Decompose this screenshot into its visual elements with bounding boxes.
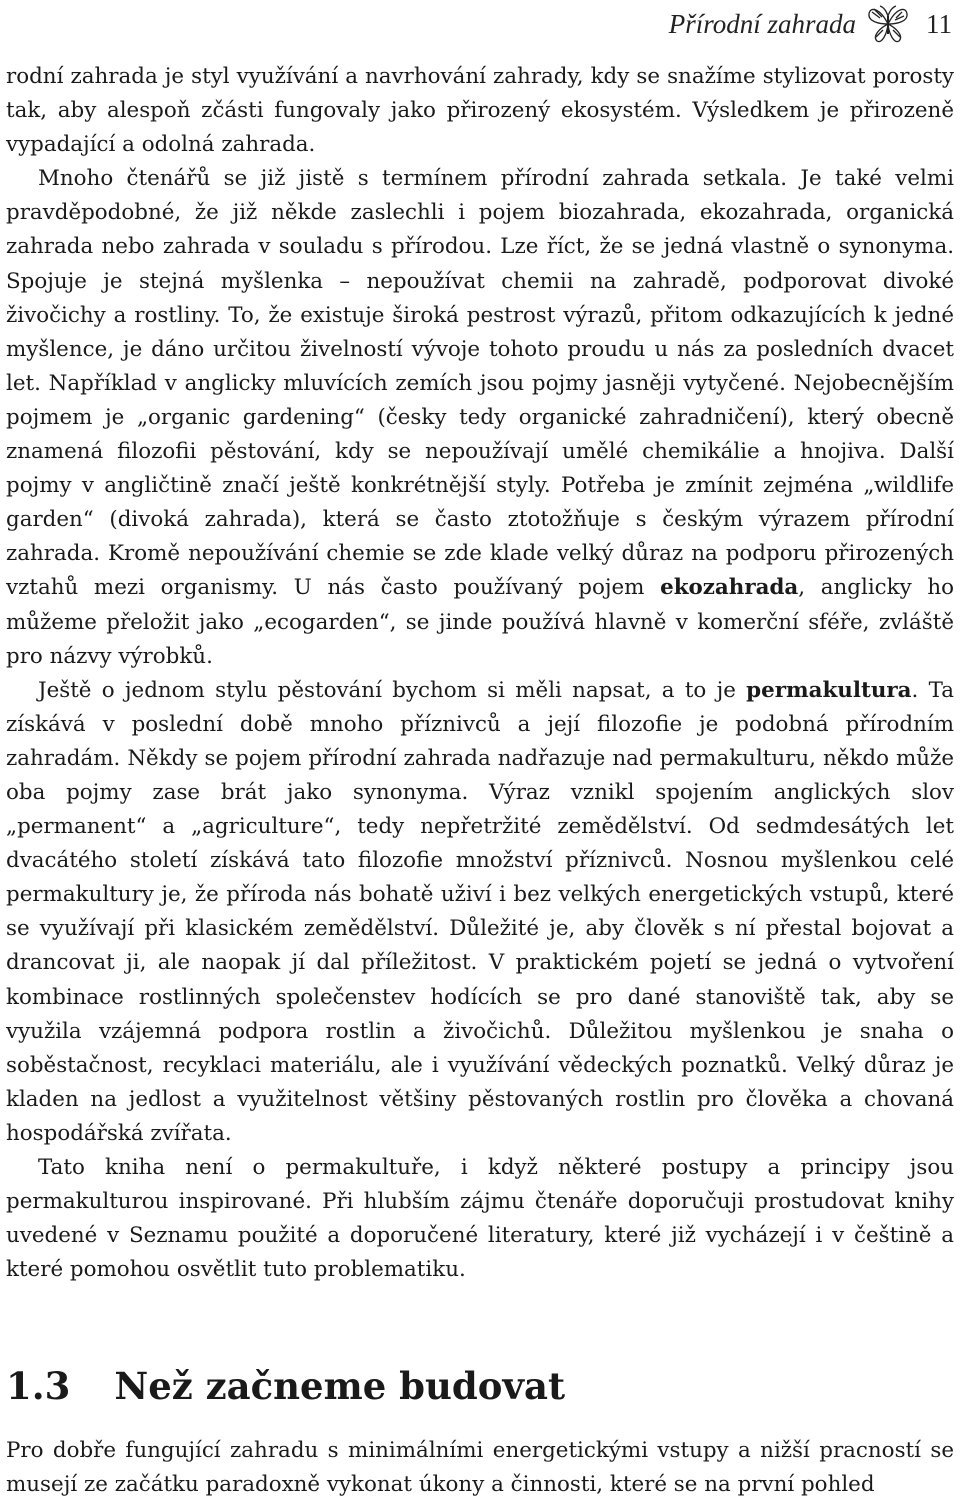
section-title: Než začneme budovat bbox=[114, 1364, 566, 1408]
section-first-paragraph: Pro dobře fungující zahradu s minimálními energetickými vstupy a nižší pracností se musejí ze začátku paradoxně vykonat úkony a činnosti, které se na první pohled bbox=[6, 1438, 954, 1498]
paragraph-4: Tato kniha není o permakultuře, i když některé postupy a principy jsou permakulturou inspirované. Při hlubším zájmu čtenáře doporučuji prostudovat knihy uvedené v Seznamu použité a doporučené literatury, které již vycházejí i v češtině a které pomohou osvětlit tuto problematiku. bbox=[6, 1155, 954, 1283]
paragraph-2-end: , anglicky ho můžeme přeložit jako „ecogarden“, se jinde používá hlavně v komerční sféře, zvláště pro názvy výrobků. bbox=[6, 575, 954, 669]
term-permakultura: permakultura bbox=[746, 677, 912, 703]
term-ekozahrada: ekozahrada bbox=[660, 575, 799, 601]
paragraph-2 bbox=[6, 162, 954, 673]
running-header bbox=[669, 4, 952, 44]
paragraph-2-text: Mnoho čtenářů se již jistě s termínem přírodní zahrada setkala. Je také velmi pravděpodobné, že již někde zaslechli i pojem biozahrada, ekozahrada, organická zahrada nebo zahrada v souladu s přírodou. Lze říct, že se jedná vlastně o synonyma. Spojuje je stejná myšlenka – nepoužívat chemii na zahradě, podporovat divoké živočichy a rostliny. To, že existuje široká pestrost výrazů, přitom odkazujících k jedné myšlence, je dáno určitou živelností vývoje tohoto proudu u nás za posledních dvacet let. Například v anglicky mluvících zemích jsou pojmy jasněji vytyčené. Nejobecnějším pojmem je „organic gardening“ (česky tedy organické zahradničení), který obecně znamená filozofii pěstování, kdy se nepoužívají umělé chemikálie a hnojiva. Další pojmy v angličtině značí ještě konkrétnější styly. Potřeba je zmínit zejména „wildlife garden“ (divoká zahrada), která se často ztotožňuje s českým výrazem přírodní zahrada. Kromě nepoužívání chemie se zde klade velký důraz na podporu přirozených vztahů mezi organismy. U nás často používaný pojem bbox=[6, 166, 954, 601]
paragraph-3-end: . Ta získává v poslední době mnoho příznivců a její filozofie je podobná přírodním zahradám. Někdy se pojem přírodní zahrada nadřazuje nad permakulturu, někdo může oba pojmy zase brát jako synonyma. Výraz vznikl spojením anglických slov „permanent“ a „agriculture“, tedy nepřetržité zemědělství. Od sedmdesátých let dvacátého století získává tato filozofie množství příznivců. Nosnou myšlenkou celé permakultury je, že příroda nás bohatě uživí i bez velkých energetických vstupů, které se využívají při klasickém zemědělství. Důležité je, aby člověk s ní přestal bojovat a drancovat ji, ale naopak jí dal příležitost. V praktickém pojetí se jedná o vytvoření kombinace rostlinných společenstev hodících se pro dané stanoviště tak, aby se využila vzájemná podpora rostlin a živočichů. Důležitou myšlenkou je snaha o soběstačnost, recyklaci materiálu, ale i využívání vědeckých poznatků. Velký důraz je kladen na jedlost a využitelnost většiny pěstovaných rostlin pro člověka a chovaná hospodářská zvířata. bbox=[6, 677, 954, 1146]
section-heading bbox=[6, 1364, 565, 1408]
section-number: 1.3 bbox=[6, 1364, 71, 1408]
paragraph-3 bbox=[6, 674, 954, 1151]
body-text bbox=[6, 60, 954, 1287]
running-header-title: Přírodní zahrada bbox=[668, 8, 856, 39]
butterfly-icon bbox=[866, 4, 910, 44]
paragraph-3-start: Ještě o jednom stylu pěstování bychom si měli napsat, a to je bbox=[38, 677, 747, 703]
page-number: 11 bbox=[926, 8, 952, 39]
paragraph-1: rodní zahrada je styl využívání a navrhování zahrady, kdy se snažíme stylizovat porosty tak, aby alespoň zčásti fungovaly jako přirozený ekosystém. Výsledkem je přirozeně vypadající a odolná zahrada. bbox=[6, 64, 954, 158]
